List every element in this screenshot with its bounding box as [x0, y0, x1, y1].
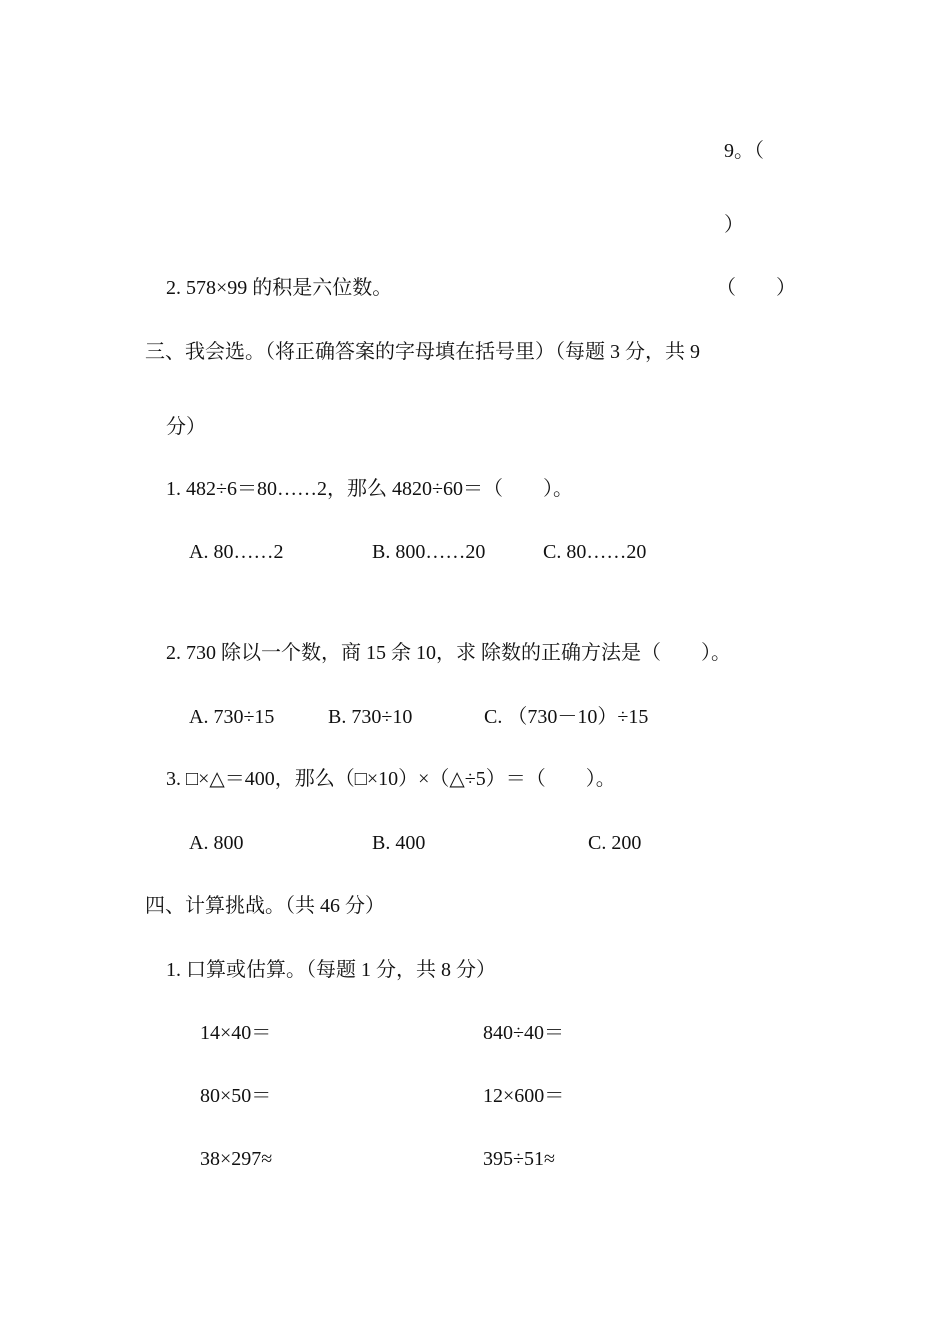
calc-item: 395÷51≈ [483, 1148, 555, 1170]
calc-item: 80×50＝ [200, 1085, 272, 1107]
judge-question-2: 2. 578×99 的积是六位数。 [166, 277, 393, 299]
choice-question-2: 2. 730 除以一个数，商 15 余 10，求 除数的正确方法是（ ）。 [166, 642, 731, 664]
calc-item: 38×297≈ [200, 1148, 273, 1170]
choice-question-3: 3. □×△＝400，那么（□×10）×（△÷5）＝（ ）。 [166, 768, 616, 790]
choice-3-option-b: B. 400 [372, 832, 426, 854]
section-3-title-cont: 分） [166, 416, 206, 438]
calc-item: 840÷40＝ [483, 1022, 564, 1044]
choice-1-option-c: C. 80……20 [543, 541, 647, 563]
fragment-line-b: ） [724, 214, 744, 236]
section-4-title: 四、计算挑战。（共 46 分） [145, 895, 385, 917]
choice-2-option-a: A. 730÷15 [189, 706, 275, 728]
section-3-title: 三、我会选。（将正确答案的字母填在括号里）（每题 3 分，共 9 [145, 341, 700, 363]
calc-item: 14×40＝ [200, 1022, 272, 1044]
calc-item: 12×600＝ [483, 1085, 565, 1107]
choice-3-option-a: A. 800 [189, 832, 244, 854]
fragment-line-a: 9。（ [724, 140, 764, 162]
choice-1-option-a: A. 80……2 [189, 541, 284, 563]
choice-2-option-c: C. （730－10）÷15 [484, 706, 649, 728]
choice-question-1: 1. 482÷6＝80……2，那么 4820÷60＝（ ）。 [166, 478, 573, 500]
judge-answer-paren: （ ） [716, 277, 796, 299]
section-4-sub-1: 1. 口算或估算。（每题 1 分，共 8 分） [166, 959, 496, 981]
choice-3-option-c: C. 200 [588, 832, 642, 854]
choice-2-option-b: B. 730÷10 [328, 706, 413, 728]
choice-1-option-b: B. 800……20 [372, 541, 486, 563]
